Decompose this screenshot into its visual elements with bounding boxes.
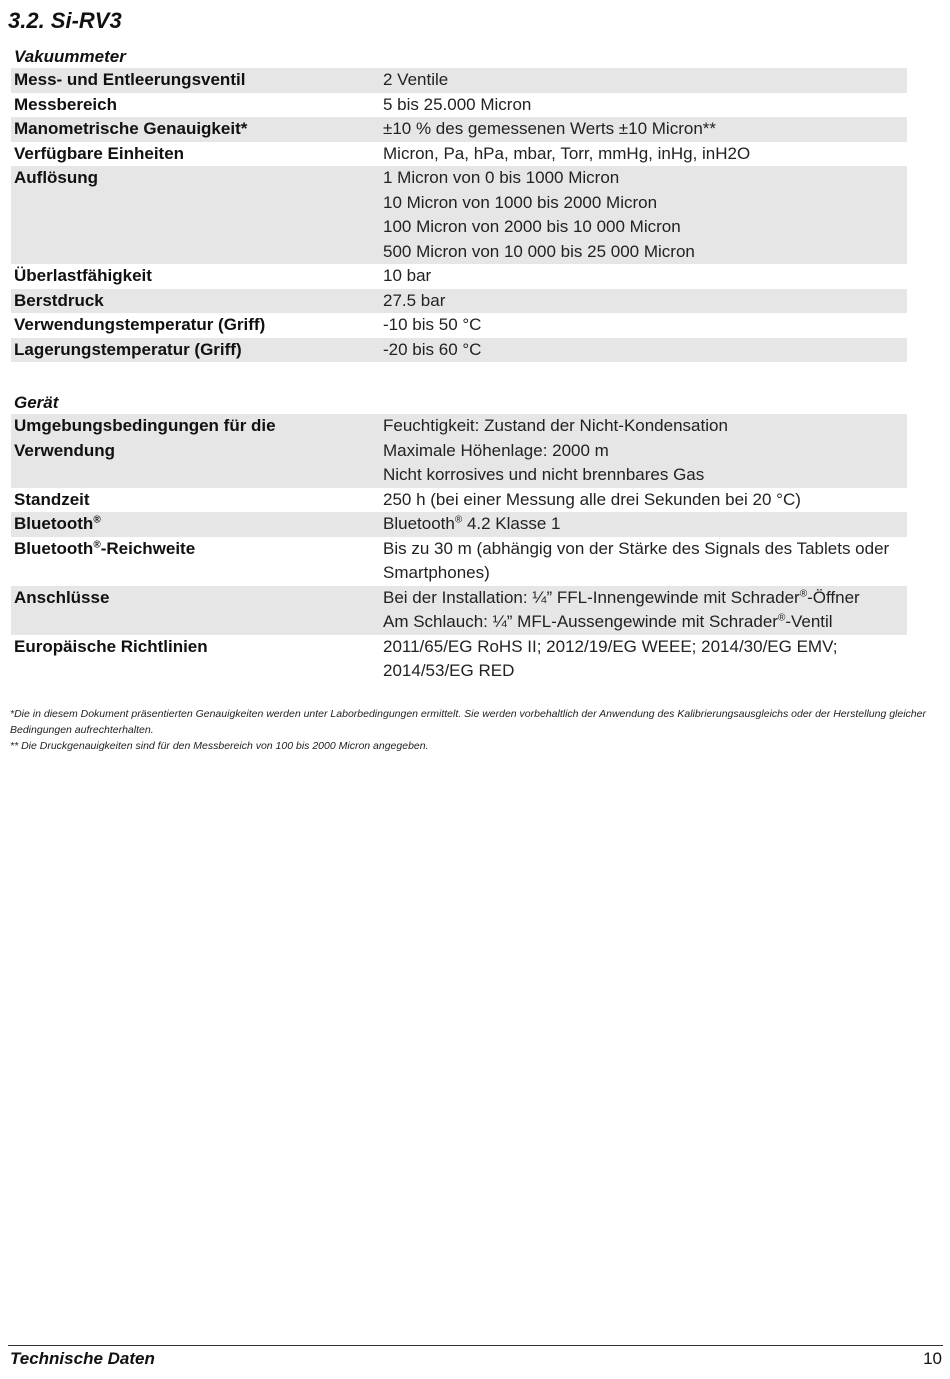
spec-row bbox=[11, 338, 907, 363]
spec-table bbox=[11, 68, 907, 362]
footnote: ** Die Druckgenauigkeiten sind für den Messbereich von 100 bis 2000 Micron angegeben. bbox=[10, 740, 429, 752]
section-vakuummeter bbox=[11, 45, 907, 362]
spec-label: Verfügbare Einheiten bbox=[14, 143, 185, 163]
spec-value-line: Bluetooth® 4.2 Klasse 1 bbox=[383, 514, 561, 533]
spec-row bbox=[11, 488, 907, 513]
spec-value bbox=[383, 68, 907, 93]
page-number: 10 bbox=[923, 1349, 942, 1368]
spec-value bbox=[383, 512, 907, 537]
spec-value-line: 250 h (bei einer Messung alle drei Sekunden bei 20 °C) bbox=[383, 489, 801, 509]
spec-value-line: Bei der Installation: ¼” FFL-Innengewinde mit Schrader®-Öffner bbox=[383, 587, 860, 607]
spec-row bbox=[11, 512, 907, 537]
spec-value-line: 2011/65/EG RoHS II; 2012/19/EG WEEE; 2014/30/EG EMV; bbox=[383, 636, 838, 656]
spec-label: Verwendungstemperatur (Griff) bbox=[14, 315, 266, 334]
spec-value bbox=[383, 488, 907, 513]
spec-value-line: Micron, Pa, hPa, mbar, Torr, mmHg, inHg, inH2O bbox=[383, 143, 751, 163]
spec-value bbox=[383, 117, 907, 142]
spec-label: Bluetooth®-Reichweite bbox=[14, 538, 196, 558]
spec-value-line: -10 bis 50 °C bbox=[383, 315, 482, 334]
spec-value bbox=[383, 338, 907, 363]
spec-value bbox=[383, 289, 907, 314]
spec-label: Anschlüsse bbox=[14, 587, 110, 607]
spec-row bbox=[11, 166, 907, 264]
spec-row bbox=[11, 586, 907, 635]
spec-row bbox=[11, 142, 907, 167]
spec-label: Umgebungsbedingungen für die Verwendung bbox=[14, 416, 276, 460]
spec-row bbox=[11, 117, 907, 142]
spec-label: Auflösung bbox=[14, 168, 99, 187]
footer-divider bbox=[8, 1345, 943, 1346]
spec-label: Manometrische Genauigkeit* bbox=[14, 119, 248, 138]
spec-value-line: 100 Micron von 2000 bis 10 000 Micron bbox=[383, 217, 681, 236]
spec-value bbox=[383, 586, 907, 635]
footnote: *Die in diesem Dokument präsentierten Genauigkeiten werden unter Laborbedingungen ermittelt. Sie werden vorbehaltlich der Anwendung des Kalibrierungsausgleichs oder der Herstellung gleicher Bedingungen aufrechterhalten. bbox=[10, 708, 926, 736]
spec-value-line: 5 bis 25.000 Micron bbox=[383, 94, 532, 114]
footnotes bbox=[10, 706, 930, 754]
footer-title: Technische Daten bbox=[10, 1349, 155, 1368]
spec-row bbox=[11, 264, 907, 289]
spec-value-line: ±10 % des gemessenen Werts ±10 Micron** bbox=[383, 119, 717, 138]
spec-row bbox=[11, 93, 907, 118]
spec-value-line: 10 Micron von 1000 bis 2000 Micron bbox=[383, 192, 658, 212]
spec-value-line: Am Schlauch: ¼” MFL-Aussengewinde mit Schrader®-Ventil bbox=[383, 612, 833, 631]
spec-value bbox=[383, 93, 907, 118]
section-geraet bbox=[11, 391, 907, 684]
spec-value-line: 2014/53/EG RED bbox=[383, 661, 515, 680]
spec-value-line: Feuchtigkeit: Zustand der Nicht-Kondensation bbox=[383, 416, 728, 435]
spec-label: Europäische Richtlinien bbox=[14, 636, 208, 656]
spec-value bbox=[383, 313, 907, 338]
spec-value-line: 2 Ventile bbox=[383, 70, 449, 89]
section-title: Vakuummeter bbox=[14, 47, 126, 66]
spec-value-line: 10 bar bbox=[383, 266, 432, 285]
spec-value bbox=[383, 142, 907, 167]
spec-row bbox=[11, 289, 907, 314]
spec-value-line: Bis zu 30 m (abhängig von der Stärke des Signals des Tablets oder bbox=[383, 538, 890, 558]
spec-row bbox=[11, 537, 907, 586]
spec-row bbox=[11, 635, 907, 684]
spec-value-line: 500 Micron von 10 000 bis 25 000 Micron bbox=[383, 241, 695, 261]
spec-value-line: Maximale Höhenlage: 2000 m bbox=[383, 440, 609, 460]
spec-row bbox=[11, 68, 907, 93]
spec-value-line: 27.5 bar bbox=[383, 290, 446, 310]
spec-table bbox=[11, 414, 907, 684]
spec-label: Berstdruck bbox=[14, 290, 104, 310]
spec-value bbox=[383, 414, 907, 488]
spec-value bbox=[383, 635, 907, 684]
spec-value-line: -20 bis 60 °C bbox=[383, 339, 482, 359]
spec-label: Standzeit bbox=[14, 489, 90, 509]
spec-row bbox=[11, 414, 907, 488]
spec-label: Mess- und Entleerungsventil bbox=[14, 70, 246, 89]
spec-row bbox=[11, 313, 907, 338]
section-title: Gerät bbox=[14, 393, 59, 412]
spec-value bbox=[383, 537, 907, 586]
spec-value bbox=[383, 166, 907, 264]
spec-value-line: 1 Micron von 0 bis 1000 Micron bbox=[383, 168, 620, 187]
spec-value-line: Nicht korrosives und nicht brennbares Gas bbox=[383, 465, 705, 484]
spec-label: Lagerungstemperatur (Griff) bbox=[14, 339, 242, 359]
spec-label: Messbereich bbox=[14, 94, 117, 114]
spec-label: Bluetooth® bbox=[14, 514, 101, 533]
page-title: 3.2. Si-RV3 bbox=[8, 8, 122, 33]
spec-value bbox=[383, 264, 907, 289]
spec-label: Überlastfähigkeit bbox=[14, 266, 152, 285]
spec-value-line: Smartphones) bbox=[383, 563, 490, 582]
